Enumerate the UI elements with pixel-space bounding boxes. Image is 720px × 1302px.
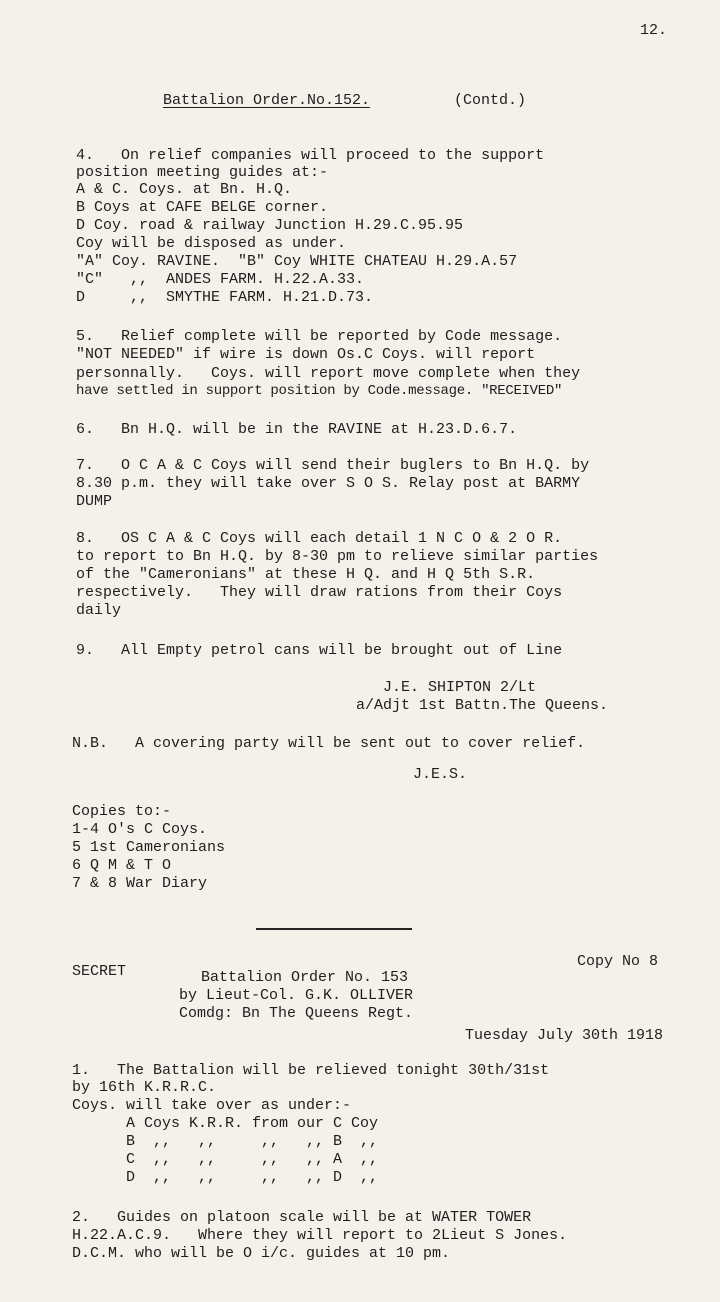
para-7-line: DUMP — [76, 493, 113, 510]
para-5-line: "NOT NEEDED" if wire is down Os.C Coys. will report — [76, 346, 536, 363]
copies-item: 7 & 8 War Diary — [72, 875, 208, 892]
order-153-date: Tuesday July 30th 1918 — [465, 1027, 664, 1044]
copies-item: 5 1st Cameronians — [72, 839, 226, 856]
order-153-line: B ,, ,, ,, ,, B ,, — [72, 1133, 379, 1150]
para-9-line: 9. All Empty petrol cans will be brought out of Line — [76, 642, 563, 659]
order-153-line: H.22.A.C.9. Where they will report to 2Lieut S Jones. — [72, 1227, 568, 1244]
order-153-comdg: Comdg: Bn The Queens Regt. — [179, 1005, 414, 1022]
initials: J.E.S. — [413, 766, 468, 783]
para-8-line: of the "Cameronians" at these H Q. and H Q 5th S.R. — [76, 566, 536, 583]
signature-title: a/Adjt 1st Battn.The Queens. — [356, 697, 609, 714]
order-153-line: A Coys K.R.R. from our C Coy — [72, 1115, 379, 1132]
para-8-line: respectively. They will draw rations from their Coys — [76, 584, 563, 601]
para-4-line: "C" ,, ANDES FARM. H.22.A.33. — [76, 271, 365, 288]
para-4-line: position meeting guides at:- — [76, 164, 329, 181]
para-7-line: 8.30 p.m. they will take over S O S. Relay post at BARMY — [76, 475, 581, 492]
order-153-by-line: by Lieut-Col. G.K. OLLIVER — [179, 987, 414, 1004]
order-152-title: Battalion Order.No.152. — [163, 92, 371, 109]
order-153-line: D ,, ,, ,, ,, D ,, — [72, 1169, 379, 1186]
order-153-line: 1. The Battalion will be relieved tonight 30th/31st — [72, 1062, 550, 1079]
para-8-line: daily — [76, 602, 122, 619]
order-153-line: Coys. will take over as under:- — [72, 1097, 352, 1114]
para-4-line: 4. On relief companies will proceed to the support — [76, 147, 545, 164]
order-153-title: Battalion Order No. 153 — [201, 969, 409, 986]
para-5-line: personnally. Coys. will report move complete when they — [76, 365, 581, 382]
copy-number: Copy No 8 — [577, 953, 659, 970]
para-4-line: B Coys at CAFE BELGE corner. — [76, 199, 329, 216]
copies-item: 1-4 O's C Coys. — [72, 821, 208, 838]
para-4-line: D ,, SMYTHE FARM. H.21.D.73. — [76, 289, 374, 306]
order-152-contd: (Contd.) — [454, 92, 527, 109]
para-4-line: "A" Coy. RAVINE. "B" Coy WHITE CHATEAU H.29.A.57 — [76, 253, 518, 270]
nota-bene: N.B. A covering party will be sent out to cover relief. — [72, 735, 586, 752]
order-153-line: by 16th K.R.R.C. — [72, 1079, 217, 1096]
para-4-line: D Coy. road & railway Junction H.29.C.95.95 — [76, 217, 464, 234]
secret-label: SECRET — [72, 963, 127, 980]
signature-name: J.E. SHIPTON 2/Lt — [383, 679, 537, 696]
para-4-line: A & C. Coys. at Bn. H.Q. — [76, 181, 293, 198]
copies-heading: Copies to:- — [72, 803, 172, 820]
page-number: 12. — [640, 22, 668, 39]
para-5-line: 5. Relief complete will be reported by Code message. — [76, 328, 563, 345]
para-5-line: have settled in support position by Code.message. "RECEIVED" — [76, 383, 563, 399]
para-8-line: 8. OS C A & C Coys will each detail 1 N C O & 2 O R. — [76, 530, 563, 547]
order-153-line: C ,, ,, ,, ,, A ,, — [72, 1151, 379, 1168]
para-8-line: to report to Bn H.Q. by 8-30 pm to relieve similar parties — [76, 548, 599, 565]
order-153-line: 2. Guides on platoon scale will be at WATER TOWER — [72, 1209, 532, 1226]
para-7-line: 7. O C A & C Coys will send their buglers to Bn H.Q. by — [76, 457, 590, 474]
order-153-line: D.C.M. who will be O i/c. guides at 10 pm. — [72, 1245, 451, 1262]
para-4-line: Coy will be disposed as under. — [76, 235, 347, 252]
copies-item: 6 Q M & T O — [72, 857, 172, 874]
para-6-line: 6. Bn H.Q. will be in the RAVINE at H.23.D.6.7. — [76, 421, 518, 438]
section-divider — [256, 928, 412, 930]
